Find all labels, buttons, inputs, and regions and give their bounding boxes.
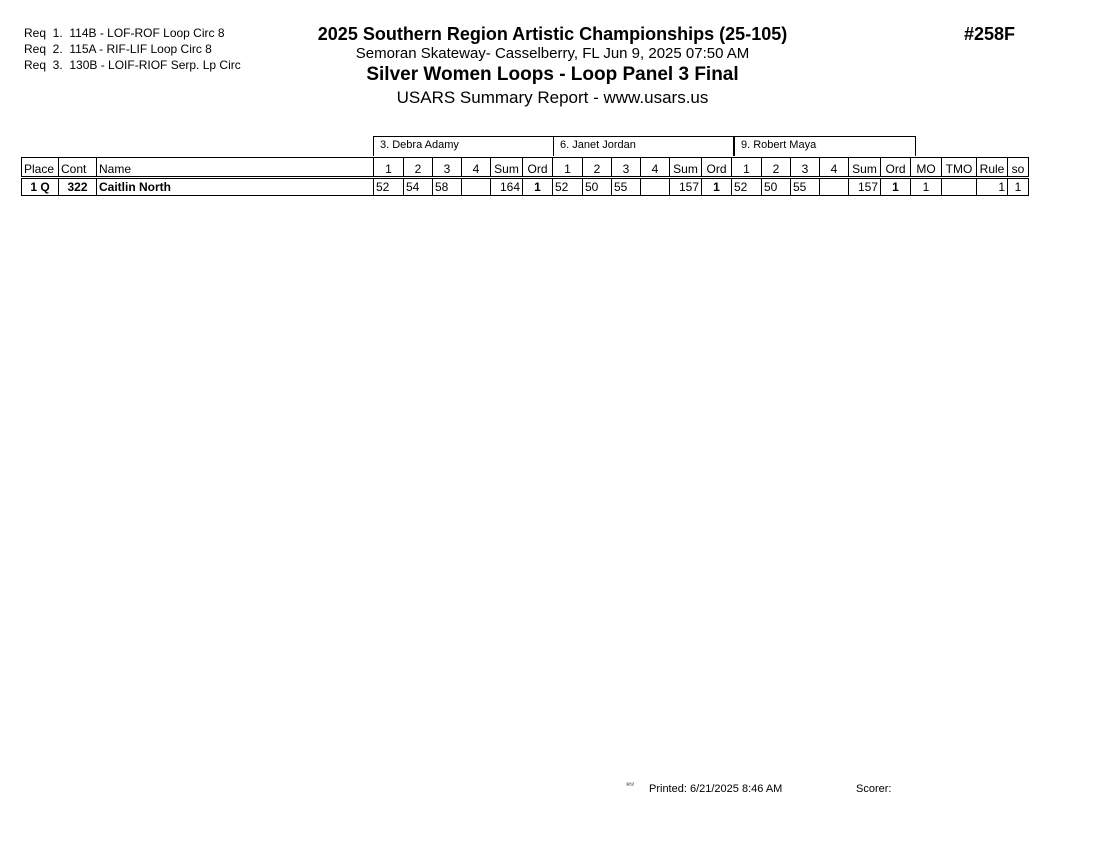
row-j3-score-3: 55: [791, 178, 820, 196]
header-place: Place: [22, 158, 59, 178]
row-j3-score-2: 50: [762, 178, 791, 196]
judge-header-1: 3. Debra Adamy: [373, 136, 554, 156]
header-j2-score-3: 3: [612, 158, 641, 178]
row-j1-ord: 1: [523, 178, 553, 196]
header-j1-sum: Sum: [491, 158, 523, 178]
row-rule: 1: [977, 178, 1008, 196]
row-tmo: [942, 178, 977, 196]
header-tmo: TMO: [942, 158, 977, 178]
report-subtitle: USARS Summary Report - www.usars.us: [396, 88, 709, 107]
event-title: Silver Women Loops - Loop Panel 3 Final: [366, 64, 739, 85]
row-j3-score-4: [820, 178, 849, 196]
results-table: [21, 157, 1029, 196]
footer-code: ³²¹²: [626, 783, 634, 789]
header-j3-score-4: 4: [820, 158, 849, 178]
row-j1-sum: 164: [491, 178, 523, 196]
report-header: [290, 23, 815, 109]
header-j3-score-1: 1: [732, 158, 762, 178]
row-j2-score-2: 50: [583, 178, 612, 196]
header-name: Name: [97, 158, 374, 178]
row-j1-score-2: 54: [404, 178, 433, 196]
table-row: [22, 178, 1029, 196]
competition-title: 2025 Southern Region Artistic Championships (25-105): [317, 24, 788, 44]
row-j2-ord: 1: [702, 178, 732, 196]
row-place: 1 Q: [22, 178, 59, 196]
header-j1-score-1: 1: [374, 158, 404, 178]
header-j2-score-1: 1: [553, 158, 583, 178]
row-j1-score-4: [462, 178, 491, 196]
printed-timestamp: Printed: 6/21/2025 8:46 AM: [649, 783, 783, 795]
header-j3-score-2: 2: [762, 158, 791, 178]
table-header-row: [22, 158, 1029, 178]
header-j1-score-4: 4: [462, 158, 491, 178]
event-number: #258F: [964, 24, 1016, 44]
header-j2-sum: Sum: [670, 158, 702, 178]
location-date: Semoran Skateway- Casselberry, FL Jun 9, 2025 07:50 AM: [355, 45, 750, 62]
row-j3-ord: 1: [881, 178, 911, 196]
judge-header-3: 9. Robert Maya: [734, 136, 916, 156]
requirement-3: Req 3. 130B - LOIF-RIOF Serp. Lp Circ: [24, 58, 241, 72]
header-cont: Cont: [59, 158, 97, 178]
header-j3-ord: Ord: [881, 158, 911, 178]
header-j3-score-3: 3: [791, 158, 820, 178]
header-j1-ord: Ord: [523, 158, 553, 178]
row-j1-score-3: 58: [433, 178, 462, 196]
header-mo: MO: [911, 158, 942, 178]
row-j1-score-1: 52: [374, 178, 404, 196]
row-skater-name: Caitlin North: [97, 178, 374, 196]
scorer-label: Scorer:: [856, 783, 892, 795]
row-j2-score-4: [641, 178, 670, 196]
header-j2-score-2: 2: [583, 158, 612, 178]
row-cont: 322: [59, 178, 97, 196]
row-j2-score-3: 55: [612, 178, 641, 196]
header-j2-ord: Ord: [702, 158, 732, 178]
row-j2-sum: 157: [670, 178, 702, 196]
judge-header-2: 6. Janet Jordan: [553, 136, 734, 156]
header-j3-sum: Sum: [849, 158, 881, 178]
requirement-2: Req 2. 115A - RIF-LIF Loop Circ 8: [24, 42, 212, 56]
row-j2-score-1: 52: [553, 178, 583, 196]
header-so: so: [1008, 158, 1029, 178]
row-mo: 1: [911, 178, 942, 196]
header-j1-score-3: 3: [433, 158, 462, 178]
row-so: 1: [1008, 178, 1029, 196]
row-j3-score-1: 52: [732, 178, 762, 196]
row-j3-sum: 157: [849, 178, 881, 196]
header-j1-score-2: 2: [404, 158, 433, 178]
header-rule: Rule: [977, 158, 1008, 178]
requirement-1: Req 1. 114B - LOF-ROF Loop Circ 8: [24, 26, 225, 40]
header-j2-score-4: 4: [641, 158, 670, 178]
